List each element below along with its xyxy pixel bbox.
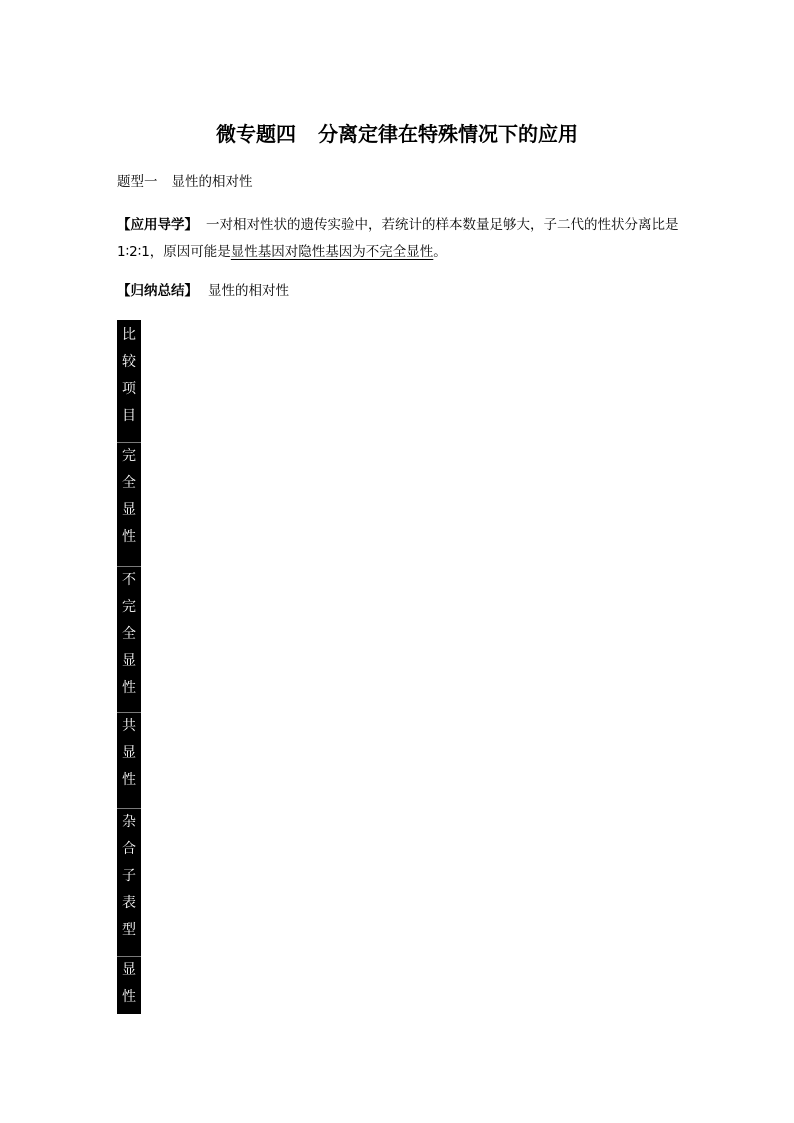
section-label: 题型一 <box>117 174 158 190</box>
guide-answer: 显性基因对隐性基因为不完全显性 <box>230 244 434 260</box>
table-column-char: 共 <box>122 718 136 734</box>
table-column-char: 显 <box>122 745 136 761</box>
table-column-char: 项 <box>122 381 136 397</box>
table-column-cell <box>117 808 141 956</box>
table-column-char: 目 <box>122 408 136 424</box>
table-column-cell <box>117 442 141 566</box>
section-heading <box>117 173 253 191</box>
table-column-cell <box>117 566 141 712</box>
table-column-char: 性 <box>122 772 136 788</box>
summary-tag: 【归纳总结】 <box>117 283 198 299</box>
table-column-cell <box>117 320 141 442</box>
table-column-char: 性 <box>122 989 136 1005</box>
table-column-char: 完 <box>122 448 136 464</box>
comparison-table-column <box>117 320 141 1014</box>
table-column-char: 全 <box>122 475 136 491</box>
table-column-char: 表 <box>122 895 136 911</box>
table-column-char: 完 <box>122 599 136 615</box>
table-column-char: 显 <box>122 502 136 518</box>
table-column-char: 比 <box>122 327 136 343</box>
table-column-char: 全 <box>122 626 136 642</box>
table-column-char: 性 <box>122 680 136 696</box>
table-column-cell <box>117 712 141 808</box>
table-column-char: 杂 <box>122 814 136 830</box>
summary-text: 显性的相对性 <box>208 283 289 299</box>
guide-paragraph <box>117 212 687 266</box>
table-column-char: 较 <box>122 354 136 370</box>
table-column-char: 显 <box>122 962 136 978</box>
summary-heading <box>117 282 289 300</box>
guide-text: 一对相对性状的遗传实验中，若统计的样本数量足够大，子二代的性状分离比是1∶2∶1，原因可能是 <box>117 217 679 260</box>
table-column-cell <box>117 956 141 1014</box>
page-title <box>0 120 794 148</box>
title-part2: 分离定律在特殊情况下的应用 <box>318 122 578 146</box>
table-column-char: 不 <box>122 572 136 588</box>
table-column-char: 型 <box>122 922 136 938</box>
guide-tag: 【应用导学】 <box>117 217 198 233</box>
table-column-char: 性 <box>122 529 136 545</box>
table-column-char: 合 <box>122 841 136 857</box>
table-column-char: 子 <box>122 868 136 884</box>
table-column-char: 显 <box>122 653 136 669</box>
section-text: 显性的相对性 <box>171 174 253 190</box>
guide-end: 。 <box>433 244 447 260</box>
title-part1: 微专题四 <box>216 122 296 146</box>
